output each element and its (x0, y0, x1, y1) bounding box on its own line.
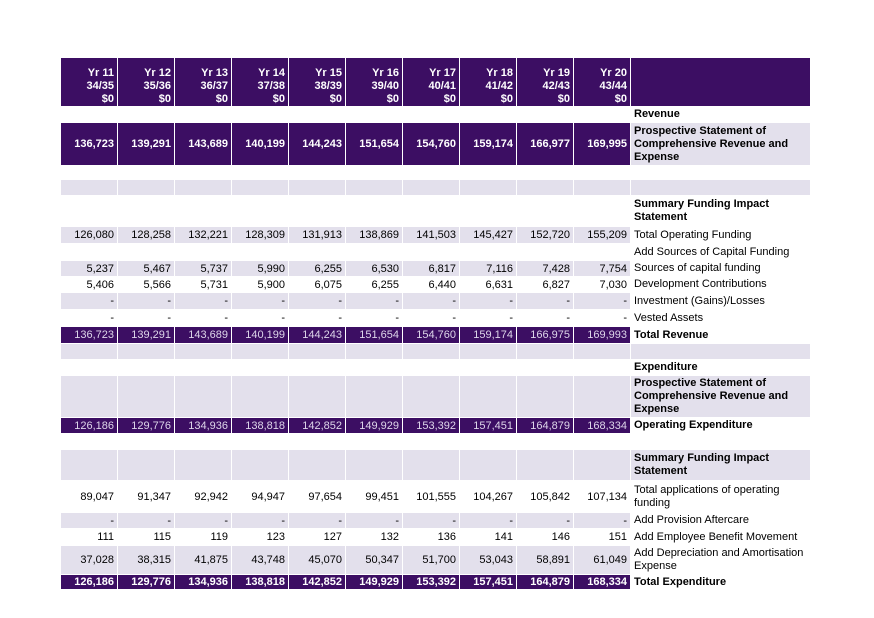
value-cell: - (61, 293, 118, 310)
value-cell: - (118, 293, 175, 310)
value-cell: 7,116 (460, 261, 517, 277)
table-row (61, 180, 811, 196)
value-cell (61, 107, 118, 123)
value-cell: - (175, 293, 232, 310)
value-cell (118, 360, 175, 376)
value-cell (175, 450, 232, 481)
year-header: Yr 19 42/43 $0 (517, 58, 574, 107)
value-cell: 129,776 (118, 575, 175, 590)
value-cell: 38,315 (118, 546, 175, 575)
year-header: Yr 12 35/36 $0 (118, 58, 175, 107)
value-cell (232, 107, 289, 123)
year-header: Yr 16 39/40 $0 (346, 58, 403, 107)
value-cell: - (61, 310, 118, 327)
value-cell: 91,347 (118, 481, 175, 513)
value-cell: 6,255 (289, 261, 346, 277)
value-cell (175, 434, 232, 450)
value-cell (346, 244, 403, 261)
value-cell (517, 344, 574, 360)
value-cell: - (460, 293, 517, 310)
value-cell: 155,209 (574, 227, 631, 244)
value-cell (517, 360, 574, 376)
value-cell (346, 450, 403, 481)
value-cell (232, 244, 289, 261)
value-cell (460, 166, 517, 180)
value-cell (118, 434, 175, 450)
value-cell: - (403, 513, 460, 529)
value-cell: 145,427 (460, 227, 517, 244)
row-label: Total Expenditure (631, 575, 811, 590)
value-cell: 131,913 (289, 227, 346, 244)
value-cell: 7,754 (574, 261, 631, 277)
value-cell: - (232, 293, 289, 310)
row-label: Add Employee Benefit Movement (631, 529, 811, 546)
value-cell: 115 (118, 529, 175, 546)
value-cell: 111 (61, 529, 118, 546)
value-cell: 129,776 (118, 418, 175, 434)
value-cell (403, 360, 460, 376)
row-label: Add Sources of Capital Funding (631, 244, 811, 261)
table-row (61, 529, 811, 546)
value-cell: - (61, 513, 118, 529)
value-cell: - (346, 310, 403, 327)
value-cell: - (175, 310, 232, 327)
value-cell: - (289, 513, 346, 529)
year-header: Yr 20 43/44 $0 (574, 58, 631, 107)
value-cell (517, 196, 574, 227)
value-cell (118, 107, 175, 123)
value-cell: 164,879 (517, 418, 574, 434)
value-cell (403, 450, 460, 481)
value-cell (61, 344, 118, 360)
row-label: Summary Funding Impact Statement (631, 450, 811, 481)
value-cell: 139,291 (118, 327, 175, 344)
value-cell: 141,503 (403, 227, 460, 244)
value-cell: 5,237 (61, 261, 118, 277)
table-row (61, 575, 811, 590)
value-cell (346, 344, 403, 360)
value-cell: - (574, 293, 631, 310)
value-cell: 7,030 (574, 277, 631, 293)
value-cell: 140,199 (232, 123, 289, 166)
table-row (61, 244, 811, 261)
value-cell: 140,199 (232, 327, 289, 344)
value-cell (61, 434, 118, 450)
value-cell: - (403, 293, 460, 310)
value-cell: 127 (289, 529, 346, 546)
row-label: Investment (Gains)/Losses (631, 293, 811, 310)
value-cell: 119 (175, 529, 232, 546)
value-cell: 142,852 (289, 575, 346, 590)
value-cell (517, 166, 574, 180)
table-row (61, 344, 811, 360)
value-cell (289, 344, 346, 360)
row-label (631, 166, 811, 180)
table-row (61, 481, 811, 513)
value-cell: 151,654 (346, 123, 403, 166)
value-cell: - (232, 513, 289, 529)
value-cell: 128,258 (118, 227, 175, 244)
value-cell: 5,406 (61, 277, 118, 293)
row-label: Total Operating Funding (631, 227, 811, 244)
value-cell (403, 344, 460, 360)
value-cell (61, 450, 118, 481)
value-cell: 168,334 (574, 418, 631, 434)
year-header: Yr 18 41/42 $0 (460, 58, 517, 107)
value-cell: 169,995 (574, 123, 631, 166)
value-cell (460, 196, 517, 227)
value-cell (175, 376, 232, 418)
row-label: Summary Funding Impact Statement (631, 196, 811, 227)
value-cell: 89,047 (61, 481, 118, 513)
value-cell: 37,028 (61, 546, 118, 575)
value-cell (289, 196, 346, 227)
value-cell: - (574, 513, 631, 529)
value-cell: 136,723 (61, 123, 118, 166)
value-cell (346, 196, 403, 227)
value-cell (232, 166, 289, 180)
value-cell: 138,818 (232, 418, 289, 434)
value-cell (289, 450, 346, 481)
value-cell: 97,654 (289, 481, 346, 513)
value-cell (517, 450, 574, 481)
value-cell (232, 180, 289, 196)
value-cell (61, 360, 118, 376)
table-row (61, 123, 811, 166)
value-cell (232, 434, 289, 450)
row-label: Prospective Statement of Comprehensive Revenue and Expense (631, 123, 811, 166)
row-label: Total Revenue (631, 327, 811, 344)
value-cell (574, 360, 631, 376)
value-cell (289, 107, 346, 123)
value-cell: 6,075 (289, 277, 346, 293)
row-label: Prospective Statement of Comprehensive Revenue and Expense (631, 376, 811, 418)
value-cell: 154,760 (403, 123, 460, 166)
table-row (61, 227, 811, 244)
value-cell: 92,942 (175, 481, 232, 513)
value-cell (61, 376, 118, 418)
row-label: Development Contributions (631, 277, 811, 293)
value-cell (403, 180, 460, 196)
value-cell: 128,309 (232, 227, 289, 244)
value-cell: 146 (517, 529, 574, 546)
row-label: Revenue (631, 107, 811, 123)
table-row (61, 327, 811, 344)
value-cell (175, 196, 232, 227)
table-row (61, 360, 811, 376)
value-cell: 6,255 (346, 277, 403, 293)
value-cell (61, 244, 118, 261)
value-cell: - (460, 513, 517, 529)
value-cell (574, 376, 631, 418)
row-label (631, 434, 811, 450)
value-cell: 141 (460, 529, 517, 546)
year-header: Yr 11 34/35 $0 (61, 58, 118, 107)
value-cell (460, 360, 517, 376)
value-cell: 101,555 (403, 481, 460, 513)
value-cell: 157,451 (460, 575, 517, 590)
value-cell: 151 (574, 529, 631, 546)
value-cell: 51,700 (403, 546, 460, 575)
value-cell: 143,689 (175, 327, 232, 344)
value-cell (232, 450, 289, 481)
value-cell: 132 (346, 529, 403, 546)
value-cell: 138,869 (346, 227, 403, 244)
value-cell: 144,243 (289, 123, 346, 166)
value-cell (346, 434, 403, 450)
value-cell (118, 166, 175, 180)
table-row (61, 166, 811, 180)
value-cell: 168,334 (574, 575, 631, 590)
value-cell: 153,392 (403, 575, 460, 590)
value-cell (460, 244, 517, 261)
value-cell (175, 107, 232, 123)
table-row (61, 418, 811, 434)
value-cell: 138,818 (232, 575, 289, 590)
year-header: Yr 15 38/39 $0 (289, 58, 346, 107)
table-row (61, 513, 811, 529)
value-cell: 61,049 (574, 546, 631, 575)
value-cell: - (289, 310, 346, 327)
value-cell (232, 344, 289, 360)
table-row (61, 376, 811, 418)
value-cell (346, 166, 403, 180)
value-cell (403, 107, 460, 123)
value-cell: 104,267 (460, 481, 517, 513)
value-cell (517, 107, 574, 123)
value-cell: - (460, 310, 517, 327)
value-cell: 58,891 (517, 546, 574, 575)
value-cell: 126,080 (61, 227, 118, 244)
value-cell (460, 344, 517, 360)
financial-table (60, 57, 811, 590)
table-row (61, 434, 811, 450)
value-cell: - (232, 310, 289, 327)
value-cell: 142,852 (289, 418, 346, 434)
value-cell: 5,900 (232, 277, 289, 293)
value-cell (517, 244, 574, 261)
value-cell (403, 244, 460, 261)
row-label: Vested Assets (631, 310, 811, 327)
value-cell (346, 180, 403, 196)
value-cell (61, 166, 118, 180)
value-cell: 50,347 (346, 546, 403, 575)
value-cell (460, 107, 517, 123)
value-cell (460, 180, 517, 196)
value-cell: 149,929 (346, 575, 403, 590)
table-row (61, 293, 811, 310)
value-cell (574, 244, 631, 261)
row-label (631, 344, 811, 360)
value-cell: 139,291 (118, 123, 175, 166)
value-cell (289, 360, 346, 376)
value-cell: 164,879 (517, 575, 574, 590)
value-cell (574, 107, 631, 123)
value-cell: 153,392 (403, 418, 460, 434)
value-cell (175, 360, 232, 376)
value-cell (403, 166, 460, 180)
value-cell: 5,467 (118, 261, 175, 277)
value-cell (574, 344, 631, 360)
value-cell: 5,990 (232, 261, 289, 277)
value-cell (232, 360, 289, 376)
value-cell (460, 450, 517, 481)
value-cell: 157,451 (460, 418, 517, 434)
value-cell: 169,993 (574, 327, 631, 344)
value-cell: 6,440 (403, 277, 460, 293)
value-cell (574, 450, 631, 481)
value-cell: - (403, 310, 460, 327)
value-cell: 6,827 (517, 277, 574, 293)
value-cell (460, 376, 517, 418)
value-cell: - (118, 310, 175, 327)
value-cell (460, 434, 517, 450)
row-label: Add Provision Aftercare (631, 513, 811, 529)
value-cell: 6,530 (346, 261, 403, 277)
header-label-cell (631, 58, 811, 107)
value-cell: 43,748 (232, 546, 289, 575)
value-cell: 149,929 (346, 418, 403, 434)
value-cell (118, 180, 175, 196)
value-cell (574, 166, 631, 180)
value-cell (232, 376, 289, 418)
value-cell: - (289, 293, 346, 310)
year-header: Yr 17 40/41 $0 (403, 58, 460, 107)
value-cell: - (517, 293, 574, 310)
value-cell: 41,875 (175, 546, 232, 575)
value-cell (118, 376, 175, 418)
value-cell (289, 244, 346, 261)
value-cell (517, 180, 574, 196)
value-cell: 134,936 (175, 575, 232, 590)
value-cell (175, 244, 232, 261)
value-cell (175, 180, 232, 196)
row-label (631, 180, 811, 196)
value-cell: 166,975 (517, 327, 574, 344)
value-cell: - (118, 513, 175, 529)
year-header: Yr 14 37/38 $0 (232, 58, 289, 107)
value-cell (61, 180, 118, 196)
value-cell: - (574, 310, 631, 327)
table-row (61, 107, 811, 123)
header-row (61, 58, 811, 107)
value-cell: 134,936 (175, 418, 232, 434)
value-cell: - (517, 513, 574, 529)
value-cell (175, 166, 232, 180)
value-cell (289, 166, 346, 180)
value-cell (346, 376, 403, 418)
value-cell: 151,654 (346, 327, 403, 344)
value-cell (403, 434, 460, 450)
value-cell (403, 196, 460, 227)
table-row (61, 310, 811, 327)
table-row (61, 277, 811, 293)
value-cell: - (346, 293, 403, 310)
value-cell (574, 180, 631, 196)
value-cell (574, 196, 631, 227)
value-cell: 123 (232, 529, 289, 546)
table-row (61, 450, 811, 481)
year-header: Yr 13 36/37 $0 (175, 58, 232, 107)
value-cell: 154,760 (403, 327, 460, 344)
value-cell: 166,977 (517, 123, 574, 166)
value-cell: 136 (403, 529, 460, 546)
value-cell: 152,720 (517, 227, 574, 244)
table-row (61, 546, 811, 575)
value-cell (118, 344, 175, 360)
value-cell: 94,947 (232, 481, 289, 513)
row-label: Total applications of operating funding (631, 481, 811, 513)
value-cell: 143,689 (175, 123, 232, 166)
value-cell: 53,043 (460, 546, 517, 575)
value-cell: 45,070 (289, 546, 346, 575)
value-cell (346, 360, 403, 376)
value-cell: 159,174 (460, 123, 517, 166)
value-cell: 5,566 (118, 277, 175, 293)
value-cell (118, 244, 175, 261)
value-cell (289, 376, 346, 418)
value-cell: 126,186 (61, 418, 118, 434)
value-cell: 5,731 (175, 277, 232, 293)
value-cell (118, 450, 175, 481)
value-cell: 5,737 (175, 261, 232, 277)
value-cell: - (517, 310, 574, 327)
value-cell: - (346, 513, 403, 529)
value-cell (175, 344, 232, 360)
value-cell: 144,243 (289, 327, 346, 344)
value-cell (289, 180, 346, 196)
value-cell (118, 196, 175, 227)
value-cell (517, 434, 574, 450)
value-cell: 6,631 (460, 277, 517, 293)
value-cell: 105,842 (517, 481, 574, 513)
value-cell (289, 434, 346, 450)
table-row (61, 261, 811, 277)
value-cell: 132,221 (175, 227, 232, 244)
row-label: Expenditure (631, 360, 811, 376)
value-cell: 99,451 (346, 481, 403, 513)
value-cell (403, 376, 460, 418)
row-label: Operating Expenditure (631, 418, 811, 434)
value-cell: 107,134 (574, 481, 631, 513)
value-cell (232, 196, 289, 227)
value-cell: 159,174 (460, 327, 517, 344)
value-cell: 6,817 (403, 261, 460, 277)
row-label: Add Depreciation and Amortisation Expense (631, 546, 811, 575)
table-row (61, 196, 811, 227)
value-cell (61, 196, 118, 227)
value-cell (574, 434, 631, 450)
value-cell (346, 107, 403, 123)
value-cell: 7,428 (517, 261, 574, 277)
row-label: Sources of capital funding (631, 261, 811, 277)
value-cell: 136,723 (61, 327, 118, 344)
value-cell: 126,186 (61, 575, 118, 590)
value-cell (517, 376, 574, 418)
value-cell: - (175, 513, 232, 529)
